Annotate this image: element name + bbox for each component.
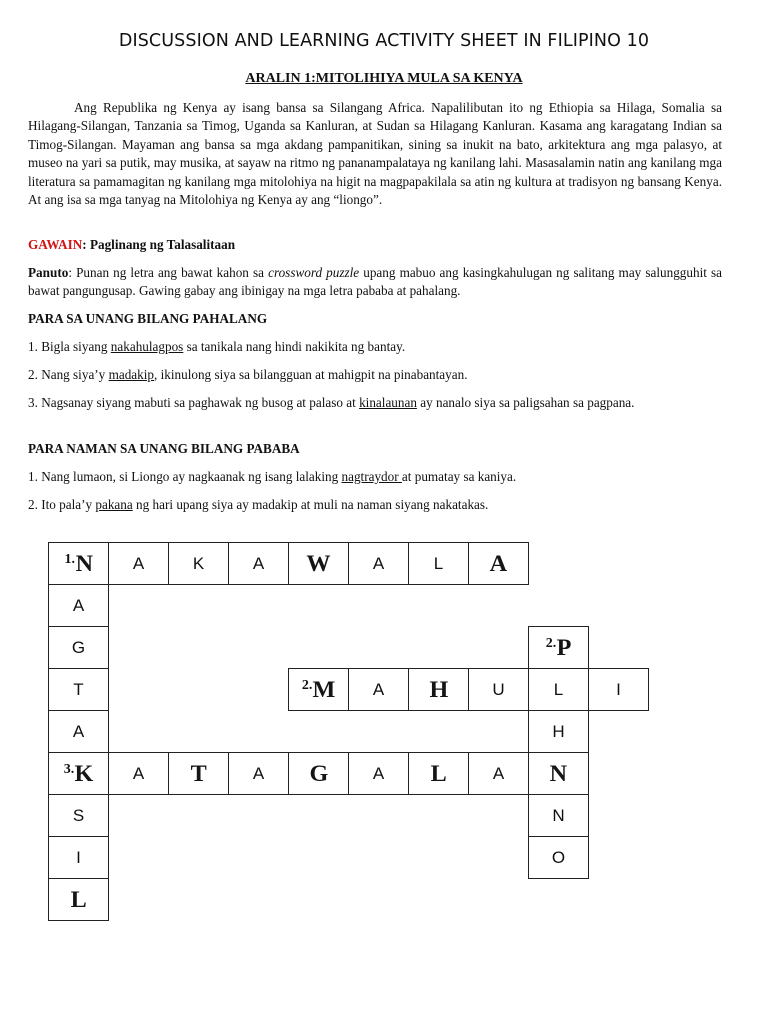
crossword-cell[interactable] [108,542,169,585]
crossword-cell[interactable] [468,542,529,585]
item-text: at pumatay sa kaniya. [401,469,517,484]
crossword-cell[interactable] [228,542,289,585]
panuto-text-after: upang mabuo ang kasingkahulugan ng salitang may salungguhit sa bawat pangungusap. Gawing gabay ang ibinigay na mga letra pababa at pahalang. [28,265,722,299]
item-text: 2. Ito pala’y [28,497,96,512]
crossword-cell[interactable] [408,542,469,585]
cell-letter: G [309,760,328,786]
gawain-label: GAWAIN [28,237,83,252]
item-text: 1. Nang lumaon, si Liongo ay nagkaanak ng isang lalaking [28,469,342,484]
crossword-cell[interactable] [408,668,469,711]
crossword-cell[interactable] [48,794,109,837]
cell-letter: A [72,595,85,615]
sheet-title: DISCUSSION AND LEARNING ACTIVITY SHEET IN FILIPINO 10 [118,31,650,51]
clue-number: 1. [64,551,75,567]
underlined-word: pakana [95,497,133,512]
crossword-cell[interactable] [348,668,409,711]
lesson-title: ARALIN 1:MITOLIHIYA MULA SA KENYA [245,71,523,86]
item-text: ng hari upang siya ay madakip at muli na naman siyang nakatakas. [132,497,489,512]
cell-letter: G [71,637,86,657]
cell-letter: L [70,886,87,912]
crossword-cell[interactable] [168,752,229,795]
cell-letter: I [616,679,621,699]
cell-letter: A [132,763,145,783]
underlined-word: madakip [108,367,154,382]
item-text: 2. Nang siya’y [28,367,109,382]
crossword-cell[interactable] [588,668,649,711]
cell-letter: N [75,550,93,576]
underlined-word: nakahulagpos [110,339,184,354]
cell-letter: T [73,679,84,699]
underlined-word: kinalaunan [359,395,417,410]
crossword-cell[interactable] [348,542,409,585]
panuto-italic: crossword puzzle [268,265,360,280]
cell-letter: P [556,634,572,660]
crossword-cell[interactable] [468,668,529,711]
cell-letter: M [312,676,336,702]
crossword-cell[interactable] [288,752,349,795]
cell-letter: U [492,679,505,699]
underlined-word: nagtraydor [341,469,402,484]
crossword-cell[interactable] [288,668,349,711]
crossword-cell[interactable] [168,542,229,585]
crossword-cell[interactable] [48,584,109,627]
item-text: ay nanalo siya sa paligsahan sa pagpana. [416,395,635,410]
cell-letter: H [552,721,565,741]
pahalang-heading: PARA SA UNANG BILANG PAHALANG [28,311,268,326]
crossword-cell[interactable] [48,668,109,711]
item-text: sa tanikala nang hindi nakikita ng bantay. [183,339,406,354]
panuto-text-before: : Punan ng letra ang bawat kahon sa [68,265,269,280]
cell-letter: A [372,679,385,699]
cell-letter: A [252,553,265,573]
crossword-cell[interactable] [528,752,589,795]
crossword-cell[interactable] [48,878,109,921]
cell-letter: A [372,763,385,783]
crossword-cell[interactable] [528,710,589,753]
cell-letter: L [433,553,444,573]
crossword-cell[interactable] [48,542,109,585]
clue-number: 2. [301,677,313,693]
crossword-cell[interactable] [48,836,109,879]
gawain-colon: : [82,237,87,252]
cell-letter: A [489,550,508,576]
cell-letter: I [76,847,81,867]
item-text: , ikinulong siya sa bilangguan at mahigpit na pinabantayan. [154,367,468,382]
crossword-cell[interactable] [348,752,409,795]
crossword-cell[interactable] [108,752,169,795]
clue-number: 3. [63,761,75,777]
item-text: 3. Nagsanay siyang mabuti sa paghawak ng busog at palaso at [28,395,360,410]
crossword-cell[interactable] [468,752,529,795]
clue-number: 2. [545,635,557,651]
cell-letter: A [372,553,385,573]
cell-letter: A [72,721,85,741]
cell-letter: H [429,676,448,702]
crossword-cell[interactable] [528,626,589,669]
cell-letter: K [192,553,205,573]
item-text: 1. Bigla siyang [28,339,111,354]
cell-letter: N [552,805,565,825]
crossword-cell[interactable] [528,794,589,837]
crossword-cell[interactable] [48,710,109,753]
pababa-heading: PARA NAMAN SA UNANG BILANG PABABA [28,441,300,456]
cell-letter: A [492,763,505,783]
cell-letter: K [74,760,94,786]
crossword-cell[interactable] [528,836,589,879]
crossword-cell[interactable] [48,752,109,795]
cell-letter: O [551,847,566,867]
crossword-cell[interactable] [408,752,469,795]
intro-paragraph: Ang Republika ng Kenya ay isang bansa sa Silangang Africa. Napalilibutan ito ng Ethiopia sa Hilaga, Somalia sa Hilagang-Silangan, Tanzania sa Timog, Uganda sa Kanluran, at Sudan sa Hilagang Kanluran. Kasama ang karagatang Indian sa Timog-Silangan. Mayaman ang bansa sa mga akdang pampanitikan, sining sa inukit na bato, arkitektura ang mga palasyo, at museo na yari sa putik, may musika, at sayaw na ritmo ng pananampalataya ng kanilang lahi. Masasalamin natin ang kanilang mga literatura sa pamamagitan ng kanilang mga mitolohiya na higit na magpapakilala sa atin ng kultura at tradisyon ng bansang Kenya. At ang isa sa mga tanyag na Mitolohiya ng Kenya ay ang “liongo”. [28,100,722,208]
panuto-label: Panuto [28,265,69,280]
crossword-cell[interactable] [228,752,289,795]
crossword-cell[interactable] [288,542,349,585]
crossword-cell[interactable] [48,626,109,669]
cell-letter: A [252,763,265,783]
cell-letter: L [553,679,564,699]
cell-letter: L [430,760,447,786]
cell-letter: N [549,760,568,786]
crossword-cell[interactable] [528,668,589,711]
cell-letter: T [190,760,207,786]
cell-letter: W [306,550,331,576]
cell-letter: S [72,805,85,825]
gawain-title: Paglinang ng Talasalitaan [86,237,236,252]
cell-letter: A [132,553,145,573]
